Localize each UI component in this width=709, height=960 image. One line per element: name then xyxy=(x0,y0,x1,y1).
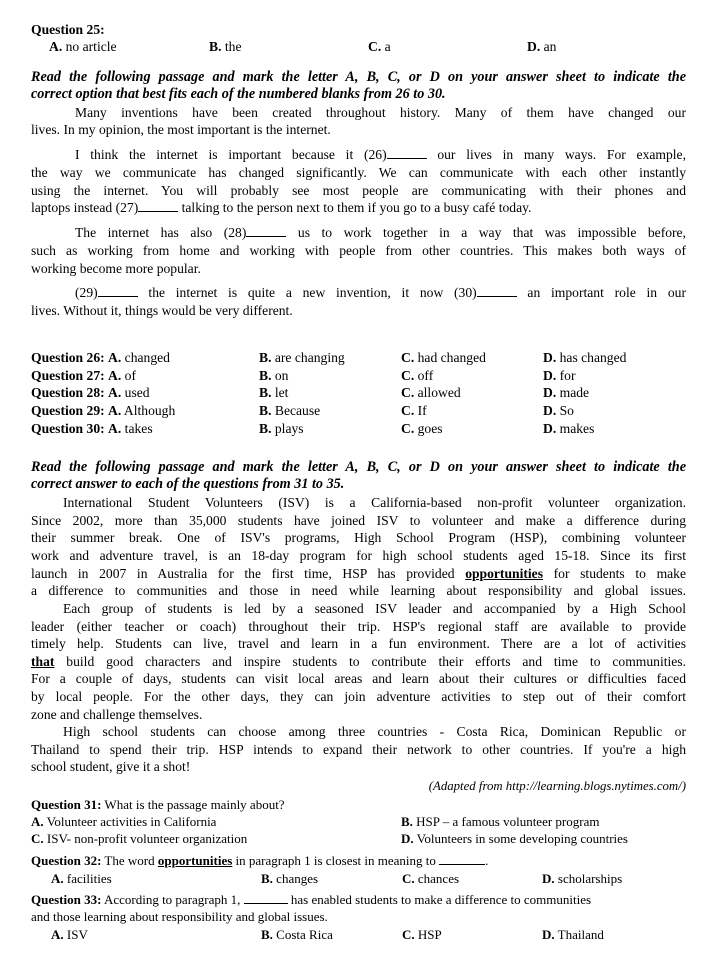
q32-option-a: A. facilities xyxy=(51,871,112,886)
q32-option-c: C. chances xyxy=(402,871,460,886)
passage2-line: For a couple of days, students can visit local areas and learn about their cultures or difficulties faced xyxy=(31,671,686,686)
q32-option-b: B. changes xyxy=(261,871,319,886)
question-label: Question 28: xyxy=(31,385,105,400)
option-b: B. plays xyxy=(259,421,304,436)
blank-27 xyxy=(138,199,178,212)
q31-option-b: B. HSP – a famous volunteer program xyxy=(401,814,600,829)
option-c: C. allowed xyxy=(401,385,461,400)
passage1-line: Many inventions have been created throughout history. Many of them have changed our xyxy=(75,105,686,120)
q25-option-d: D. an xyxy=(527,39,557,54)
option-b: B. Because xyxy=(259,403,321,418)
q25-option-b: B. the xyxy=(209,39,242,54)
source-citation: (Adapted from http://learning.blogs.nytimes.com/) xyxy=(428,779,686,793)
blank-q33 xyxy=(244,891,288,904)
q25-option-c: C. a xyxy=(368,39,391,54)
q25-label: Question 25: xyxy=(31,22,105,37)
q25-option-a: A. no article xyxy=(49,39,117,54)
blank-30 xyxy=(477,284,517,297)
underlined-word-that: that xyxy=(31,654,55,669)
passage2-line: by local people. For the other days, they can join adventure activities to step out of their comfort xyxy=(31,689,686,704)
question-27-row: Question 27: A. of xyxy=(31,368,136,383)
passage2-line: that build good characters and inspire students to contribute their efforts and time to communities. xyxy=(31,654,686,669)
section1-instruction-2: correct option that best fits each of the numbered blanks from 26 to 30. xyxy=(31,86,446,102)
question-label: Question 27: xyxy=(31,368,105,383)
passage2-line: Since 2002, more than 35,000 students have joined ISV to volunteer and make a difference during xyxy=(31,513,686,528)
option-a-text: Although xyxy=(123,403,176,418)
passage2-line: zone and challenge themselves. xyxy=(31,707,203,722)
option-b: B. are changing xyxy=(259,350,345,365)
passage1-line: The internet has also (28) us to work together in a way that was impossible before, xyxy=(75,225,686,240)
section2-instruction: Read the following passage and mark the letter A, B, C, or D on your answer sheet to indicate the xyxy=(31,459,686,475)
passage1-line: such as working from home and working with people from other countries. This makes both ways of xyxy=(31,243,686,258)
passage2-line: timely help. Students can live, travel and learn in a fun environment. There are a lot of activities xyxy=(31,636,686,651)
blank-26 xyxy=(387,146,427,159)
q31-stem: Question 31: What is the passage mainly about? xyxy=(31,797,285,812)
passage1-line: laptops instead (27) talking to the person next to them if you go to a busy café today. xyxy=(31,200,532,215)
option-a-text: changed xyxy=(124,350,170,365)
option-c: C. If xyxy=(401,403,427,418)
question-label: Question 26: xyxy=(31,350,105,365)
passage2-line: Thailand to spend their trip. HSP intends to expand their network to other countries. If you're a high xyxy=(31,742,686,757)
underlined-word-opportunities: opportunities xyxy=(465,566,543,581)
passage2-line: work and adventure travel, is an 18-day program for high school students aged 15-18. Since its first xyxy=(31,548,686,563)
passage2-line: Each group of students is led by a seasoned ISV leader and accompanied by a High School xyxy=(63,601,686,616)
question-28-row: Question 28: A. used xyxy=(31,385,150,400)
q33-option-c: C. HSP xyxy=(402,927,442,942)
passage1-line: using the internet. You will probably see most people are communicating with their phones and xyxy=(31,183,686,198)
q33-stem: Question 33: According to paragraph 1, has enabled students to make a difference to communities xyxy=(31,892,592,907)
passage1-line: the way we communicate has changed significantly. We can communicate with each other instantly xyxy=(31,165,686,180)
q31-option-c: C. ISV- non-profit volunteer organization xyxy=(31,831,248,846)
q33-option-d: D. Thailand xyxy=(542,927,604,942)
passage1-line: I think the internet is important because it (26) our lives in many ways. For example, xyxy=(75,147,686,162)
question-label: Question 30: xyxy=(31,421,105,436)
option-b: B. on xyxy=(259,368,289,383)
option-d: D. makes xyxy=(543,421,595,436)
option-d: D. for xyxy=(543,368,576,383)
passage1-line: lives. Without it, things would be very different. xyxy=(31,303,293,318)
blank-q32 xyxy=(439,852,485,865)
option-c: C. had changed xyxy=(401,350,486,365)
option-a-text: used xyxy=(124,385,150,400)
q31-option-d: D. Volunteers in some developing countries xyxy=(401,831,628,846)
passage2-line: launch in 2007 in Australia for the first time, HSP has provided opportunities for students to make xyxy=(31,566,687,581)
blank-28 xyxy=(246,224,286,237)
passage2-line: International Student Volunteers (ISV) is a California-based non-profit volunteer organization. xyxy=(63,495,686,510)
underlined-word-opportunities: opportunities xyxy=(157,853,233,868)
question-label: Question 29: xyxy=(31,403,105,418)
question-26-row: Question 26: A. changed xyxy=(31,350,170,365)
q32-stem: Question 32: The word opportunities in paragraph 1 is closest in meaning to . xyxy=(31,853,489,868)
passage1-line: lives. In my opinion, the most important is the internet. xyxy=(31,122,331,137)
option-a-text: takes xyxy=(124,421,153,436)
q33-option-a: A. ISV xyxy=(51,927,88,942)
question-29-row: Question 29: A. Although xyxy=(31,403,176,418)
passage2-line: High school students can choose among three countries - Costa Rica, Dominican Republic or xyxy=(63,724,686,739)
passage1-line: (29) the internet is quite a new invention, it now (30) an important role in our xyxy=(75,285,686,300)
passage2-line: their summer break. One of ISV's programs, High School Program (HSP), combining volunteer xyxy=(31,530,686,545)
section1-instruction: Read the following passage and mark the letter A, B, C, or D on your answer sheet to indicate the xyxy=(31,69,686,85)
question-30-row: Question 30: A. takes xyxy=(31,421,153,436)
section2-instruction-2: correct answer to each of the questions from 31 to 35. xyxy=(31,476,345,492)
passage2-line: leader (either teacher or coach) throughout their trip. HSP's regional staff are available to provide xyxy=(31,619,686,634)
passage2-line: a difference to communities and those in need while learning about responsibility and global issues. xyxy=(31,583,686,598)
blank-29 xyxy=(98,284,138,297)
passage1-line: working become more popular. xyxy=(31,261,201,276)
option-c: C. goes xyxy=(401,421,443,436)
q33-stem-2: and those learning about responsibility and global issues. xyxy=(31,909,328,924)
option-d: D. So xyxy=(543,403,574,418)
option-a-text: of xyxy=(124,368,136,383)
q32-option-d: D. scholarships xyxy=(542,871,623,886)
q33-option-b: B. Costa Rica xyxy=(261,927,333,942)
passage2-line: school student, give it a shot! xyxy=(31,759,191,774)
q31-option-a: A. Volunteer activities in California xyxy=(31,814,217,829)
option-c: C. off xyxy=(401,368,434,383)
option-d: D. has changed xyxy=(543,350,627,365)
option-b: B. let xyxy=(259,385,289,400)
option-d: D. made xyxy=(543,385,590,400)
